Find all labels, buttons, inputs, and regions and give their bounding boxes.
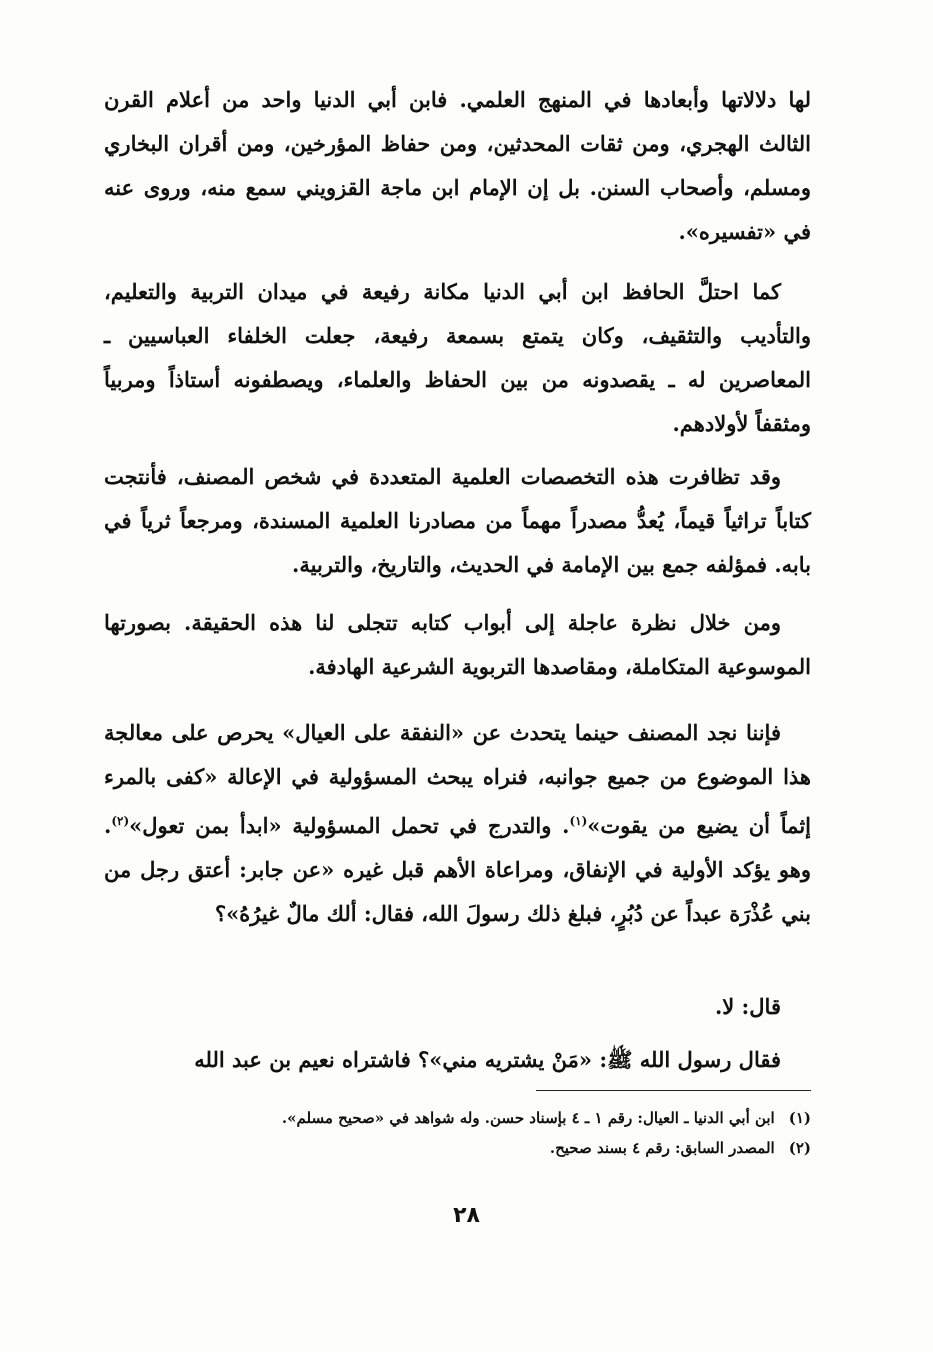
footnote-divider	[536, 1090, 811, 1091]
page-number: ٢٨	[453, 1203, 480, 1228]
paragraph-2: كما احتلَّ الحافظ ابن أبي الدنيا مكانة رفيعة في ميدان التربية والتعليم، والتأديب والتثقيف، وكان يتمتع بسمعة رفيعة، جعلت الخلفاء العباسيين ـ المعاصرين له ـ يقصدونه من بين الحفاظ والعلماء، ويصطفونه أستاذاً ومربياً ومثقفاً لأولادهم.	[104, 279, 811, 436]
footnote-ref-1: (١)	[569, 814, 588, 828]
paragraph-1: لها دلالاتها وأبعادها في المنهج العلمي. فابن أبي الدنيا واحد من أعلام القرن الثالث الهجري، ومن ثقات المحدثين، ومن حفاظ المؤرخين، ومن أقران البخاري ومسلم، وأصحاب السنن. بل إن الإمام ابن ماجة القزويني سمع منه، وروى عنه في «تفسيره».	[104, 87, 811, 244]
paragraph-5-part-c: . وهو يؤكد الأولية في الإنفاق، ومراعاة الأهم قبل غيره «عن جابر: أعتق رجل من بني عُذْرَة عبداً عن دُبُرٍ، فبلغ ذلك رسولَ الله، فقال: ألك مالٌ غيرُهُ»؟	[104, 813, 811, 926]
footnotes	[150, 1103, 811, 1163]
footnote-1-number: (١)	[788, 1109, 811, 1127]
footnote-ref-2: (٢)	[111, 814, 130, 828]
footnote-2	[150, 1133, 811, 1163]
footnote-1-text: ابن أبي الدنيا ـ العيال: رقم ١ ـ ٤ بإسناد حسن. وله شواهد في «صحيح مسلم».	[281, 1109, 775, 1127]
paragraph-5	[104, 711, 811, 936]
footnote-2-number: (٢)	[788, 1139, 811, 1157]
paragraph-6: قال: لا.	[714, 994, 781, 1019]
paragraph-3: وقد تظافرت هذه التخصصات العلمية المتعددة في شخص المصنف، فأنتجت كتاباً تراثياً قيماً، يُعدُّ مصدراً مهماً من مصادرنا العلمية المسندة، ومرجعاً ثرياً في بابه. فمؤلفه جمع بين الإمامة في الحديث، والتاريخ، والتربية.	[104, 464, 811, 577]
footnote-1	[150, 1103, 811, 1133]
paragraph-4: ومن خلال نظرة عاجلة إلى أبواب كتابه تتجلى لنا هذه الحقيقة. بصورتها الموسوعية المتكاملة، ومقاصدها التربوية الشرعية الهادفة.	[104, 610, 811, 679]
paragraph-7: فقال رسول الله ﷺ: «مَنْ يشتريه مني»؟ فاشتراه نعيم بن عبد الله	[194, 1047, 781, 1072]
paragraph-5-part-a: فإننا نجد المصنف حينما يتحدث عن «النفقة على العيال» يحرص على معالجة هذا الموضوع من جميع جوانبه، فنراه يبحث المسؤولية في الإعالة «كفى بالمرء إثماً أن يضيع من يقوت»	[104, 720, 812, 838]
footnote-2-text: المصدر السابق: رقم ٤ بسند صحيح.	[549, 1139, 775, 1157]
paragraph-5-part-b: . والتدرج في تحمل المسؤولية «ابدأ بمن تعول»	[129, 813, 570, 838]
